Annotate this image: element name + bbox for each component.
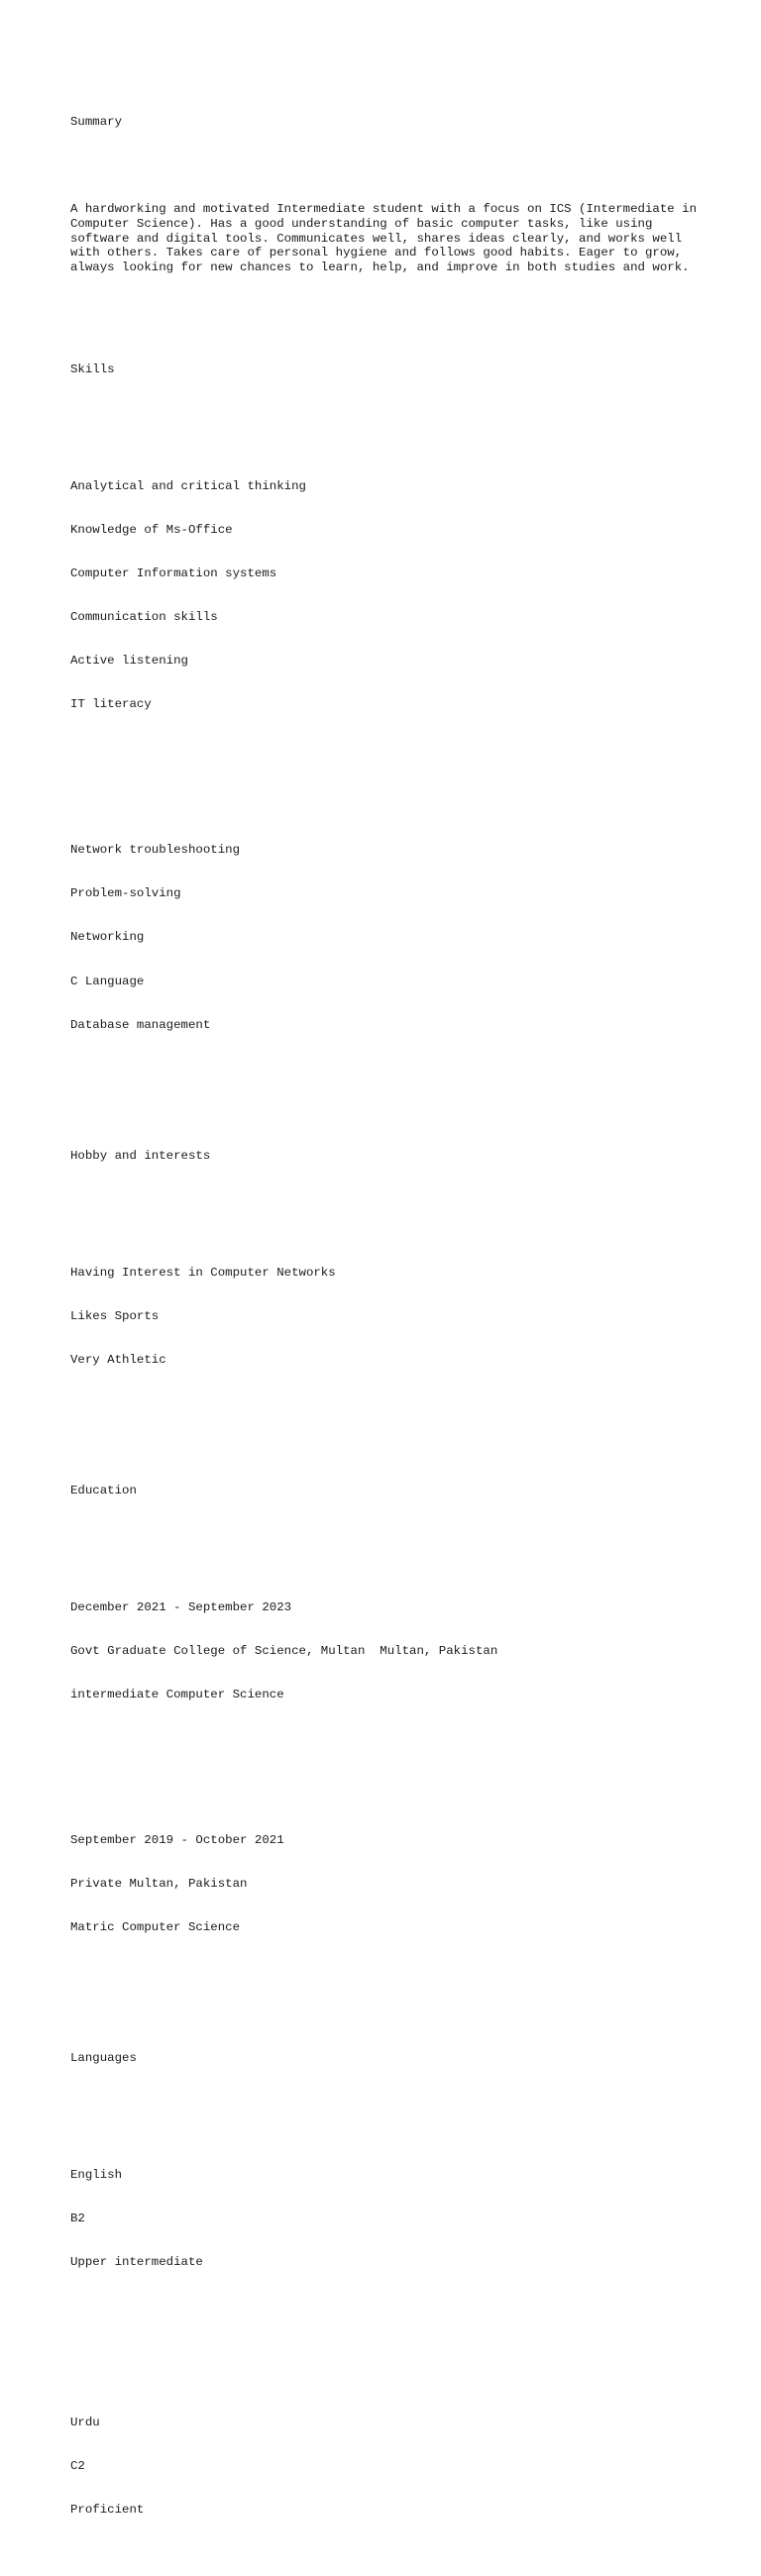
spacer bbox=[70, 158, 705, 173]
spacer bbox=[70, 1994, 705, 2009]
spacer bbox=[70, 1760, 705, 1775]
skills-list-primary bbox=[70, 450, 705, 741]
education-program: intermediate Computer Science bbox=[70, 1687, 284, 1701]
skill-item: Active listening bbox=[70, 654, 188, 669]
languages-heading: Languages bbox=[70, 2051, 137, 2066]
language-entry bbox=[70, 2387, 705, 2547]
language-name: Urdu bbox=[70, 2416, 100, 2430]
spacer bbox=[70, 2096, 705, 2111]
education-program: Matric Computer Science bbox=[70, 1920, 241, 1935]
summary-text: A hardworking and motivated Intermediate student with a focus on ICS (Intermediate in Computer Science). Has a good understanding of basic computer tasks, like using software and digital tools. Communicates well, shares ideas clearly, and works well with others. Takes care of personal hygiene and follows good habits. Eager to grow, always looking for new chances to learn, help, and improve in both studies and work. bbox=[70, 202, 705, 275]
education-heading: Education bbox=[70, 1484, 137, 1498]
hobby-item: Very Athletic bbox=[70, 1352, 166, 1367]
hobbies-list bbox=[70, 1236, 705, 1396]
language-description: Proficient bbox=[70, 2503, 145, 2518]
language-entry bbox=[70, 2139, 705, 2300]
hobbies-heading: Hobby and interests bbox=[70, 1148, 211, 1163]
education-institution: Private Multan, Pakistan bbox=[70, 1877, 248, 1892]
education-entry bbox=[70, 1804, 705, 1965]
spacer bbox=[70, 1090, 705, 1105]
education-institution: Govt Graduate College of Science, Multan Multan, Pakistan bbox=[70, 1643, 498, 1658]
skill-item: Computer Information systems bbox=[70, 566, 277, 580]
language-level: C2 bbox=[70, 2459, 85, 2474]
hobby-item: Having Interest in Computer Networks bbox=[70, 1265, 336, 1280]
spacer bbox=[70, 304, 705, 319]
skill-item: Network troubleshooting bbox=[70, 843, 241, 858]
skill-item: Analytical and critical thinking bbox=[70, 478, 306, 493]
language-description: Upper intermediate bbox=[70, 2255, 203, 2270]
language-name: English bbox=[70, 2168, 123, 2183]
skills-heading: Skills bbox=[70, 362, 115, 377]
education-dates: December 2021 - September 2023 bbox=[70, 1599, 292, 1614]
skill-item: Problem-solving bbox=[70, 886, 181, 901]
skill-item: Knowledge of Ms-Office bbox=[70, 522, 233, 537]
spacer bbox=[70, 1425, 705, 1440]
education-entry bbox=[70, 1571, 705, 1731]
hobby-item: Likes Sports bbox=[70, 1308, 160, 1323]
spacer bbox=[70, 406, 705, 421]
spacer bbox=[70, 1192, 705, 1207]
spacer bbox=[70, 1527, 705, 1542]
spacer bbox=[70, 771, 705, 785]
skill-item: C Language bbox=[70, 974, 145, 988]
resume-document bbox=[70, 71, 705, 2576]
skill-item: Communication skills bbox=[70, 609, 218, 624]
summary-heading: Summary bbox=[70, 115, 123, 130]
skill-item: Database management bbox=[70, 1017, 211, 1032]
skills-list-secondary bbox=[70, 814, 705, 1062]
skill-item: IT literacy bbox=[70, 697, 152, 712]
spacer bbox=[70, 2328, 705, 2357]
skill-item: Networking bbox=[70, 930, 145, 945]
education-dates: September 2019 - October 2021 bbox=[70, 1832, 284, 1847]
language-level: B2 bbox=[70, 2212, 85, 2226]
